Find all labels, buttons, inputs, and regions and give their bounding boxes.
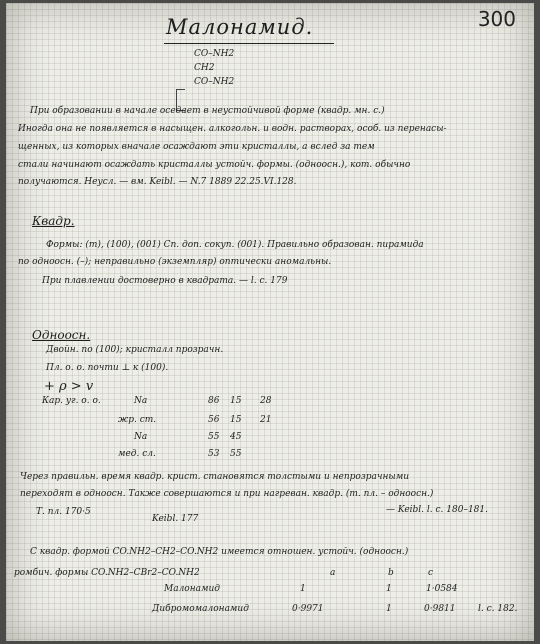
section-heading-tetragonal: Квадр. — [32, 214, 75, 228]
notebook-page — [6, 3, 534, 641]
table-cell: 1·0584 — [426, 584, 458, 594]
table-cell: 0·9811 — [424, 604, 456, 614]
page-title: Малонамид. — [166, 15, 314, 39]
table-cell: 55 — [208, 432, 220, 442]
table-cell: 86 — [208, 396, 220, 406]
table-cell: жр. ст. — [118, 415, 157, 425]
table-cell: 15 — [230, 396, 242, 406]
formula-line-2: CH2 — [194, 63, 215, 73]
formula-line-3: CO–NH2 — [194, 77, 235, 87]
tetragonal-line-2: по одноосн. (–); неправильно (экземпляр) оптически аномальны. — [18, 257, 332, 267]
column-header-b: b — [388, 568, 394, 578]
table-cell: 1 — [386, 604, 392, 614]
table-cell: 45 — [230, 432, 242, 442]
formula-line-1: CO–NH2 — [194, 49, 235, 59]
comparison-reference: l. c. 182. — [478, 604, 518, 614]
table-cell: Na — [134, 396, 148, 406]
table-cell: 55 — [230, 449, 242, 459]
tetragonal-line-3: При плавлении достоверно в квадрата. — l. c. 179 — [42, 276, 288, 286]
uniaxial-after-2: переходят в одноосн. Также совершаются и при нагреван. квадр. (т. пл. – одноосн.) — [20, 489, 434, 499]
page-number: 300 — [477, 7, 516, 31]
intro-line-3: щенных, из которых вначале осаждают эти кристаллы, а вслед за тем — [18, 142, 375, 152]
section-heading-uniaxial: Одноосн. — [32, 328, 91, 342]
title-underline — [164, 43, 334, 44]
axis-angle-label: Кар. уг. о. о. — [42, 396, 101, 406]
table-cell: 15 — [230, 415, 242, 425]
table-cell: Дибромомалонамид — [152, 604, 249, 614]
table-cell: 56 — [208, 415, 220, 425]
comparison-line-1: С квадр. формой CO.NH2–CH2–CO.NH2 имеется отношен. устойч. (одноосн.) — [30, 547, 409, 557]
table-cell: Малонамид — [164, 584, 220, 594]
table-cell: Na — [134, 432, 148, 442]
uniaxial-line-1: Двойн. по (100); кристалл прозрачн. — [46, 345, 224, 355]
uniaxial-after-1: Через правильн. время квадр. крист. становятся толстыми и непрозрачными — [20, 472, 410, 482]
table-cell: 28 — [260, 396, 272, 406]
uniaxial-after-3: — Keibl. l. c. 180–181. — [386, 505, 488, 515]
uniaxial-line-2: Пл. о. о. почти ⊥ к (100). — [46, 363, 169, 373]
table-cell: 21 — [260, 415, 272, 425]
table-cell: 53 — [208, 449, 220, 459]
intro-line-2: Иногда она не появляется в насыщен. алкогольн. и водн. растворах, особ. из перенасы- — [18, 124, 447, 134]
table-cell: 1 — [386, 584, 392, 594]
table-cell: 0·9971 — [292, 604, 324, 614]
intro-line-5: получаются. Неусл. — вм. Keibl. — N.7 1889 22.25.VI.128. — [18, 177, 297, 187]
comparison-line-2: ромбич. формы CO.NH2–CBr2–CO.NH2 — [14, 568, 200, 578]
tetragonal-line-1: Формы: (m), (100), (001) Сп. доп. сокуп. (001). Правильно образован. пирамида — [46, 240, 424, 250]
table-cell: 1 — [300, 584, 306, 594]
melting-point: Т. пл. 170·5 — [36, 507, 91, 517]
intro-line-4: стали начинают осаждать кристаллы устойч. формы. (одноосн.), кот. обычно — [18, 160, 411, 170]
table-cell: мед. сл. — [118, 449, 156, 459]
column-header-c: c — [428, 568, 434, 578]
melting-reference: Keibl. 177 — [152, 514, 199, 524]
intro-line-1: При образовании в начале оседает в неустойчивой форме (квадр. мн. с.) — [30, 106, 385, 116]
uniaxial-line-3: + ρ > v — [44, 379, 94, 394]
column-header-a: a — [330, 568, 336, 578]
